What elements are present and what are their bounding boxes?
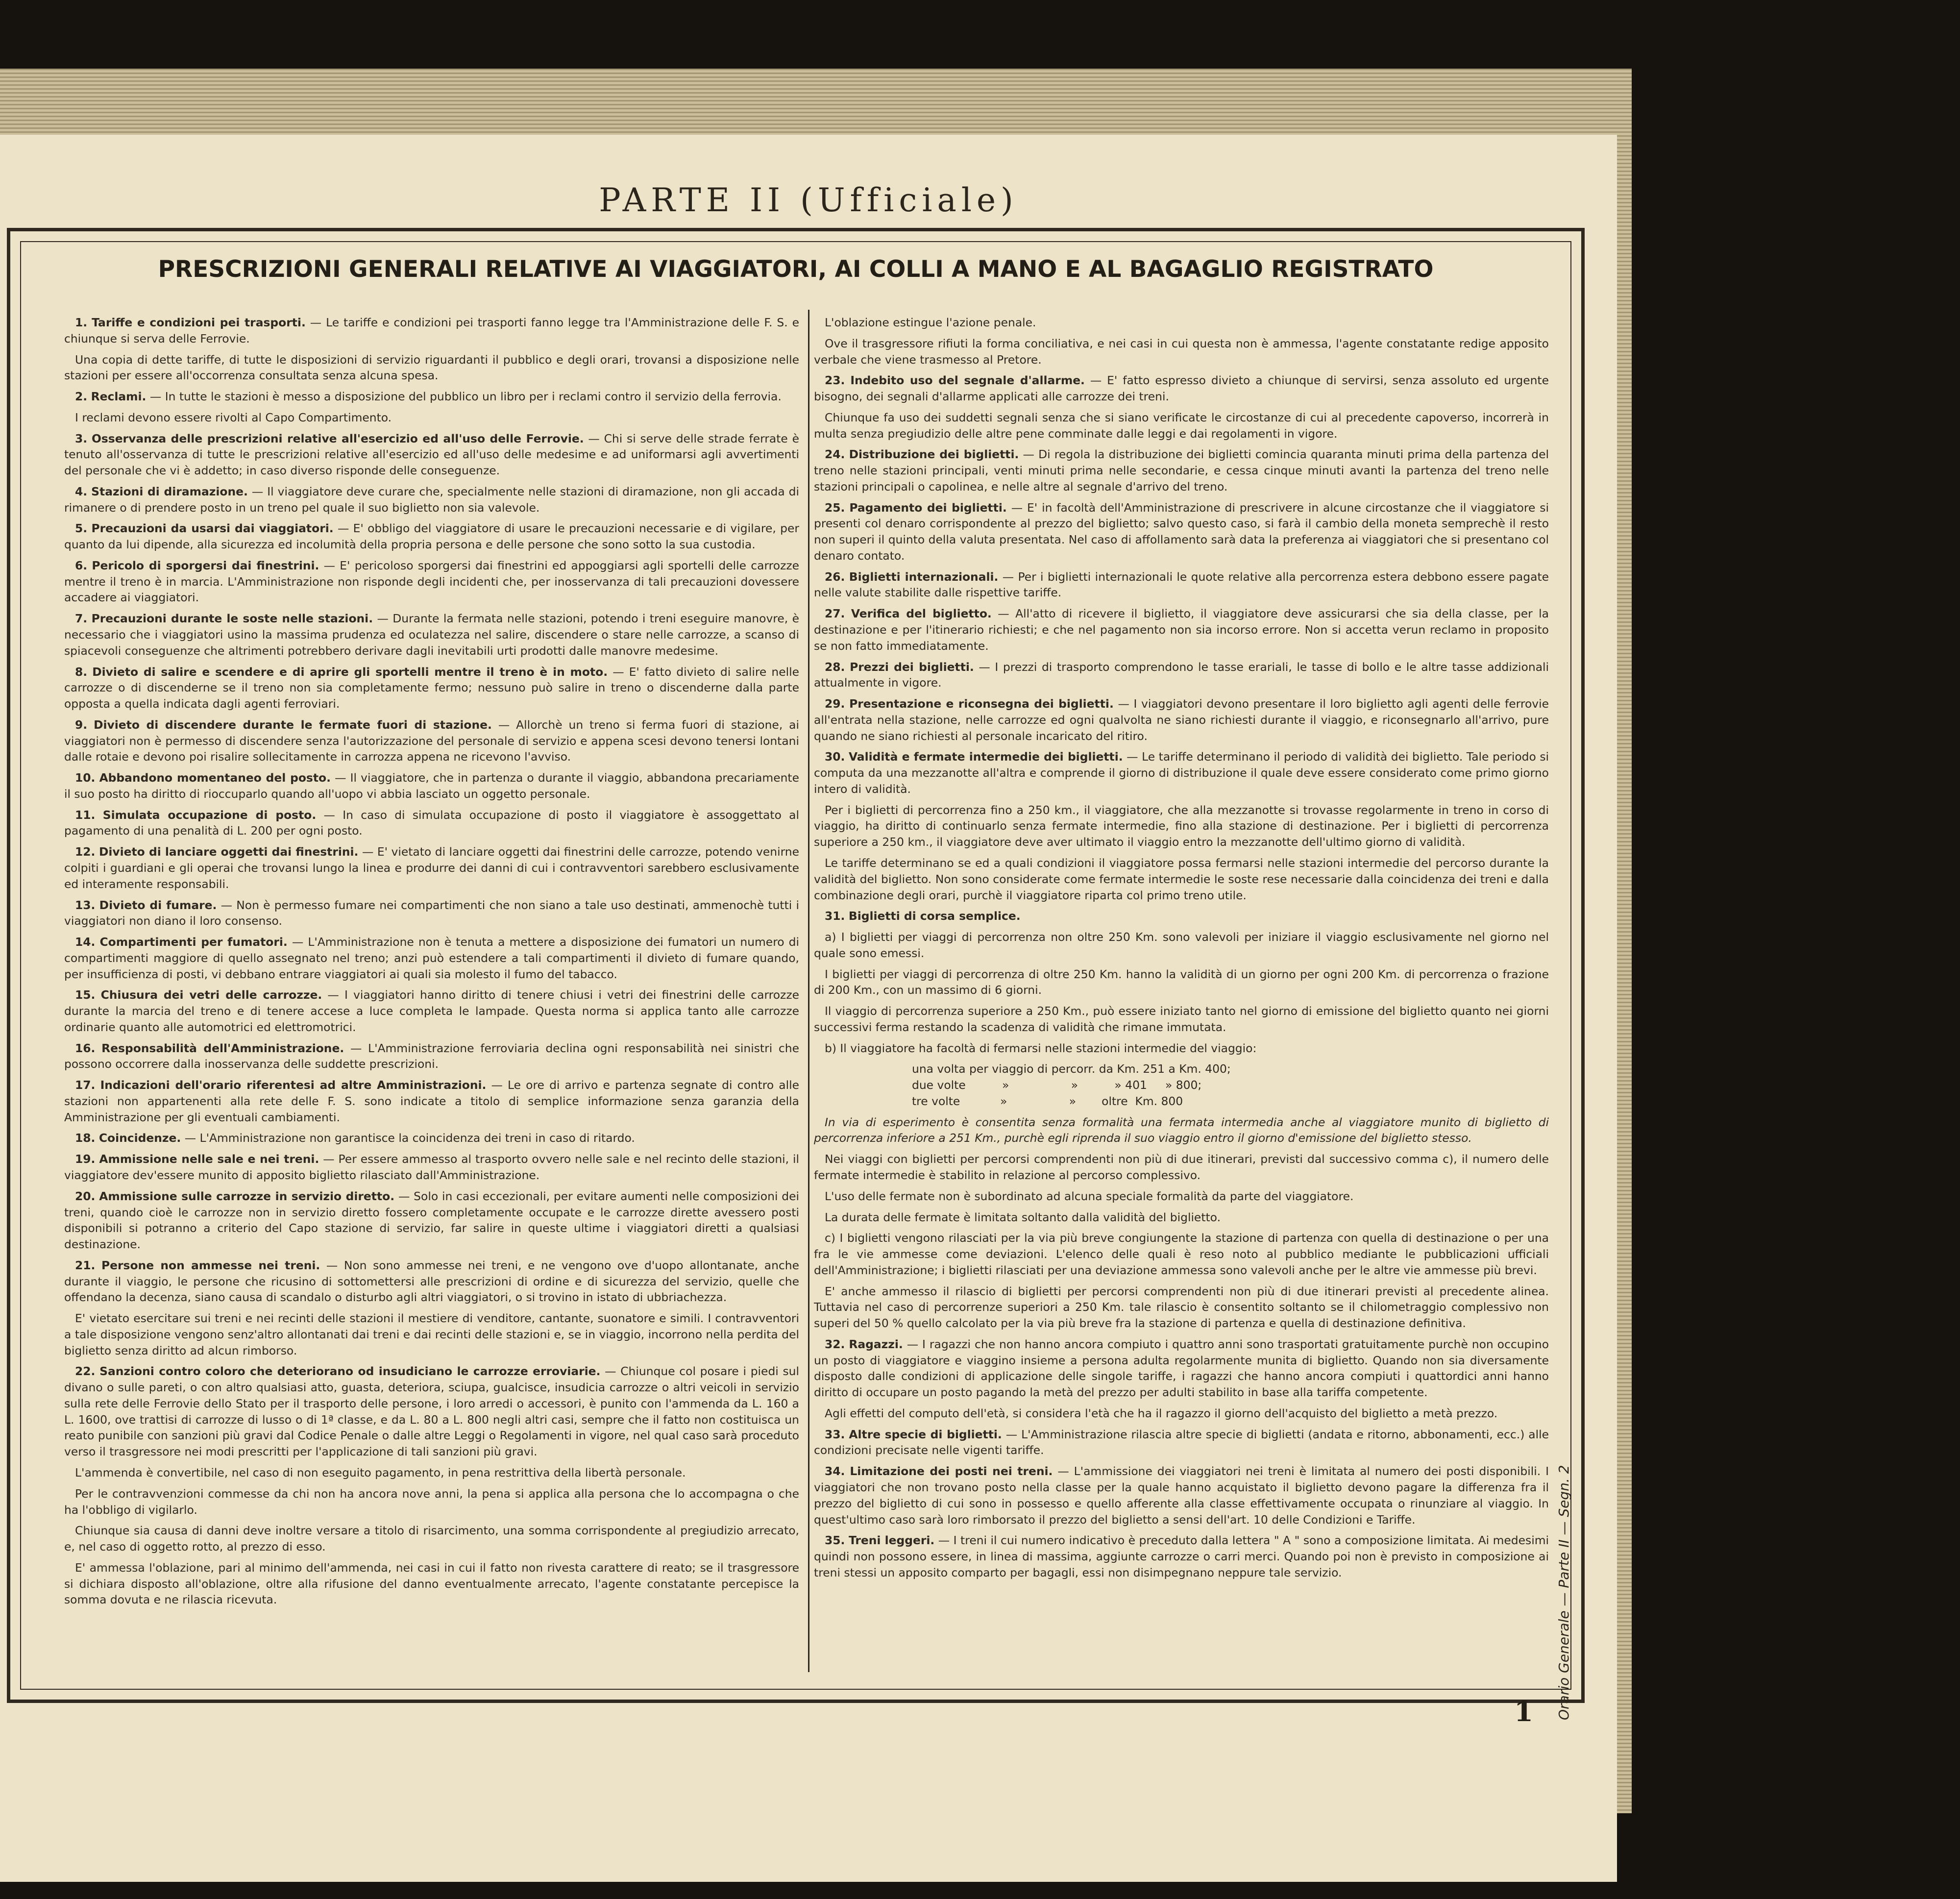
section-text: — I treni il cui numero indicativo è preceduto dalla lettera " A " sono a composizione limitata. Ai medesimi quindi non possono essere, in linea di massima, aggiunte carrozze o carri merci. Quando poi non è previsto in composizione ai treni stessi un apposito comparto per bagagli, essi non disimpegnano neppure tale servizio. xyxy=(814,1533,1549,1579)
section-text: — Il viaggiatore, che in partenza o durante il viaggio, abbandona precariamente il suo posto ha diritto di rioccuparlo quando all'uopo vi abbia lasciato un oggetto personale. xyxy=(64,771,799,801)
section-text: In via di esperimento è consentita senza formalità una fermata intermedia anche al viaggiatore munito di biglietto di percorrenza inferiore a 251 Km., purchè egli riprenda il suo viaggio entro il giorno d'emissione del biglietto stesso. xyxy=(814,1115,1549,1145)
section-text: — Per essere ammesso al trasporto ovvero nelle sale e nel recinto delle stazioni, il viaggiatore dev'essere munito di apposito biglietto rilasciato dall'Amministrazione. xyxy=(64,1152,799,1182)
paragraph xyxy=(64,431,799,479)
paragraph xyxy=(814,569,1549,601)
paragraph xyxy=(814,500,1549,564)
section-heading: Persone non ammesse nei treni. xyxy=(101,1258,320,1272)
section-heading: Ammissione sulle carrozze in servizio diretto. xyxy=(99,1189,395,1203)
paragraph xyxy=(64,1188,799,1253)
section-heading: Stazioni di diramazione. xyxy=(91,484,248,498)
paragraph xyxy=(64,987,799,1035)
paragraph xyxy=(64,558,799,606)
section-text: — L'Amministrazione ferroviaria declina ogni responsabilità nei sinistri che possono occorrere dalla inosservanza delle suddette prescrizioni. xyxy=(64,1041,800,1071)
section-number: 23. xyxy=(825,373,845,388)
section-number: 34. xyxy=(825,1464,845,1479)
section-heading: Tariffe e condizioni pei trasporti. xyxy=(92,316,306,329)
paragraph xyxy=(814,1406,1549,1422)
paragraph xyxy=(64,1077,799,1125)
section-text: — E' fatto divieto di salire nelle carrozze o di discenderne se il treno non sia completamente fermo; nessuno può salire in treno o discenderne dalla parte opposta a quella indicata dagli agenti ferroviari. xyxy=(64,665,799,711)
paragraph xyxy=(814,336,1549,368)
section-number: 31. xyxy=(825,909,845,923)
paragraph xyxy=(64,315,799,347)
section-number: 32. xyxy=(825,1337,845,1351)
paragraph xyxy=(64,1040,799,1073)
paragraph xyxy=(814,446,1549,494)
section-text: — In tutte le stazioni è messo a disposizione del pubblico un libro per i reclami contro il servizio della ferrovia. xyxy=(149,390,782,404)
content-frame xyxy=(7,228,1585,1703)
paragraph xyxy=(64,1363,799,1460)
paragraph xyxy=(64,410,799,426)
paragraph xyxy=(64,1523,799,1555)
section-heading: Indebito uso del segnale d'allarme. xyxy=(850,373,1085,388)
paragraph xyxy=(64,520,799,553)
section-number: 30. xyxy=(825,750,845,764)
section-text: — Solo in casi eccezionali, per evitare aumenti nelle composizioni dei treni, quando cioè le carrozze non in servizio diretto fossero completamente occupate e le carrozze dirette avessero posti disponibili si potranno a criterio del Capo stazione di servizio, far salire in queste ultime i viaggiatori diretti a qualsiasi destinazione. xyxy=(64,1189,800,1252)
section-heading: Precauzioni da usarsi dai viaggiatori. xyxy=(91,521,334,536)
section-number: 6. xyxy=(75,558,88,572)
section-text: — I viaggiatori hanno diritto di tenere chiusi i vetri dei finestrini delle carrozze durante la marcia del treno e di tenere accese a luce completa le lampade. Questa norma si applica tanto alle carrozze ordinarie quanto alle automotrici ed elettromotrici. xyxy=(64,988,800,1034)
section-number: 2. xyxy=(75,390,88,404)
section-heading: Treni leggeri. xyxy=(848,1533,935,1548)
section-number: 1. xyxy=(75,316,88,329)
section-text: Le tariffe determinano se ed a quali condizioni il viaggiatore possa fermarsi nelle stazioni intermedie del percorso durante la validità del biglietto. Non sono considerate come fermate intermedie le soste rese necessarie dalla coincidenza dei treni e dalla combinazione degli orari, purchè il viaggiatore riparta col primo treno utile. xyxy=(814,856,1549,902)
section-text: Ove il trasgressore rifiuti la forma conciliativa, e nei casi in cui questa non è ammessa, l'agente constatante redige apposito verbale che viene trasmesso al Pretore. xyxy=(814,336,1549,367)
page-number: 1 xyxy=(1514,1696,1533,1728)
paragraph xyxy=(64,664,799,712)
paragraph xyxy=(814,749,1549,797)
section-heading: Pagamento dei biglietti. xyxy=(849,500,1007,515)
section-text: Una copia di dette tariffe, di tutte le disposizioni di servizio riguardanti il pubblico e degli orari, trovansi a disposizione nelle stazioni per essere all'occorrenza consultata senza alcuna spesa. xyxy=(64,352,799,383)
section-text: Il viaggio di percorrenza superiore a 250 Km., può essere iniziato tanto nel giorno di emissione del biglietto quanto nei giorni successivi ferma restando la scadenza di validità che rimane immutata. xyxy=(814,1004,1549,1034)
section-text: — Per i biglietti internazionali le quote relative alla percorrenza estera debbono essere pagate nelle valute stabilite dalle rispettive tariffe. xyxy=(814,569,1549,600)
section-text: — L'Amministrazione non è tenuta a mettere a disposizione dei fumatori un numero di compartimenti maggiore di quello assegnato nel treno; anzi può estendere a tali compartimenti il divieto di fumare quando, per insufficienza di posti, vi debbano entrare viaggiatori ai quali sia molesto il fumo del tabacco. xyxy=(64,935,800,981)
paragraph xyxy=(64,484,799,516)
paragraph xyxy=(814,966,1549,999)
section-heading: Verifica del biglietto. xyxy=(851,607,992,621)
section-heading: Osservanza delle prescrizioni relative all'esercizio ed all'uso delle Ferrovie. xyxy=(91,431,584,445)
section-heading: Coincidenze. xyxy=(98,1131,181,1145)
section-number: 9. xyxy=(75,717,88,732)
section-text: Chiunque fa uso dei suddetti segnali senza che si siano verificate le circostanze di cui al precedente capoverso, incorrerà in multa senza pregiudizio delle altre pene comminate dalle leggi e dai regolamenti in vigore. xyxy=(814,410,1549,441)
section-text: — In caso di simulata occupazione di posto il viaggiatore è assoggettato al pagamento di una penalità di L. 200 per ogni posto. xyxy=(64,808,799,838)
section-text: — Le tariffe determinano il periodo di validità dei biglietto. Tale periodo si computa da una mezzanotte all'altra e comprende il giorno di distribuzione il quale deve essere considerato come primo giorno intero di validità. xyxy=(814,750,1549,796)
paragraph xyxy=(814,606,1549,654)
section-text: Per i biglietti di percorrenza fino a 250 km., il viaggiatore, che alla mezzanotte si trovasse regolarmente in treno in corso di viaggio, ha diritto di continuarlo senza fermate intermedie, fino alla stazione di destinazione. Per i biglietti di percorrenza superiore a 250 km., il viaggiatore deve aver ultimato il viaggio entro la mezzanotte dell'ultimo giorno di validità. xyxy=(814,803,1549,849)
right-column-part-1 xyxy=(814,315,1549,1056)
paragraph xyxy=(814,372,1549,405)
section-heading: Altre specie di biglietti. xyxy=(849,1427,1002,1441)
paragraph xyxy=(814,1532,1549,1580)
section-number: 33. xyxy=(825,1427,845,1441)
section-text: — I ragazzi che non hanno ancora compiuto i quattro anni sono trasportati gratuitamente purchè non occupino un posto di viaggiatore e viaggino insieme a persona adulta regolarmente munita di biglietto. Quando non sia diversamente disposto dalle condizioni di applicazione delle singole tariffe, i ragazzi che hanno ancora compiuti i quattordici anni hanno diritto di occupare un posto pagando la metà del prezzo per adulti stabilito in base alla tariffa competente. xyxy=(814,1337,1549,1400)
itinerary-row: tre volte » » oltre Km. 800 xyxy=(912,1094,1183,1108)
paragraph xyxy=(64,1486,799,1518)
section-number: 3. xyxy=(75,431,88,445)
paragraph xyxy=(814,1188,1549,1205)
paragraph xyxy=(64,807,799,839)
section-heading: Precauzioni durante le soste nelle stazioni. xyxy=(91,612,373,626)
paragraph xyxy=(814,696,1549,744)
part-title: PARTE II (Ufficiale) xyxy=(599,181,1018,219)
paragraph xyxy=(64,611,799,659)
section-number: 35. xyxy=(825,1533,845,1548)
section-text: — E' vietato di lanciare oggetti dai finestrini delle carrozze, potendo venirne colpiti i guardiani e gli operai che trovansi lungo la linea e produrre dei danni di cui i contravventori sarebbero esclusivamente ed interamente responsabili. xyxy=(64,845,799,891)
paragraph xyxy=(814,659,1549,691)
section-number: 17. xyxy=(75,1078,96,1092)
paragraph xyxy=(814,1209,1549,1226)
section-heading: Ammissione nelle sale e nei treni. xyxy=(99,1152,319,1166)
paragraph xyxy=(814,802,1549,850)
paragraph xyxy=(814,1463,1549,1528)
paragraph xyxy=(64,389,799,405)
section-text: — I prezzi di trasporto comprendono le tasse erariali, le tasse di bollo e le altre tasse addizionali attualmente in vigore. xyxy=(814,660,1549,690)
section-text: — L'ammissione dei viaggiatori nei treni è limitata al numero dei posti disponibili. I viaggiatori che non trovano posto nella classe per la quale hanno acquistato il biglietto devono pagare la differenza fra il prezzo del biglietto di cui sono in possesso e quello afferente alla classe effettivamente occupata o rinunziare al viaggio. In quest'ultimo caso sarà loro rimborsato il prezzo del biglietto a sensi dell'art. 10 delle Condizioni e Tariffe. xyxy=(814,1464,1549,1527)
section-number: 10. xyxy=(75,771,96,785)
section-text: — Le tariffe e condizioni pei trasporti fanno legge tra l'Amministrazione delle F. S. e chiunque si serva delle Ferrovie. xyxy=(64,316,800,345)
section-text: L'ammenda è convertibile, nel caso di non eseguito pagamento, in pena restrittiva della libertà personale. xyxy=(75,1466,686,1480)
paragraph xyxy=(814,1003,1549,1036)
section-text: La durata delle fermate è limitata soltanto dalla validità del biglietto. xyxy=(825,1210,1221,1224)
section-number: 15. xyxy=(75,988,96,1002)
section-number: 21. xyxy=(75,1258,96,1272)
section-text: — E' pericoloso sporgersi dai finestrini ed appoggiarsi agli sportelli delle carrozze mentre il treno è in marcia. L'Amministrazione non risponde degli incidenti che, per inosservanza di tali precauzioni dovessere accadere ai viaggiatori. xyxy=(64,558,800,605)
paragraph xyxy=(814,1151,1549,1184)
section-number: 18. xyxy=(75,1131,96,1145)
itinerary-row: una volta per viaggio di percorr. da Km. 251 a Km. 400; xyxy=(912,1062,1231,1076)
paragraph xyxy=(64,1151,799,1184)
section-heading: Prezzi dei biglietti. xyxy=(850,660,974,674)
section-heading: Abbandono momentaneo del posto. xyxy=(99,771,331,785)
section-text: — Di regola la distribuzione dei biglietti comincia quaranta minuti prima della partenza del treno nelle stazioni principali, venti minuti prima nelle secondarie, e cessa cinque minuti avanti la partenza del treno nelle stazioni principali o capolinea, e nelle altre al segnale d'arrivo del treno. xyxy=(814,447,1549,493)
section-number: 26. xyxy=(825,569,845,584)
paragraph xyxy=(814,1230,1549,1278)
section-heading: Indicazioni dell'orario riferentesi ad altre Amministrazioni. xyxy=(100,1078,487,1092)
paragraph xyxy=(814,1427,1549,1459)
document-page xyxy=(0,135,1617,1882)
section-number: 29. xyxy=(825,697,845,711)
paragraph xyxy=(814,315,1549,331)
section-heading: Reclami. xyxy=(91,390,147,404)
section-text: c) I biglietti vengono rilasciati per la via più breve congiungente la stazione di partenza con quella di destinazione o per una fra le vie ammesse come deviazioni. L'elenco delle quali è reso noto al pubblico mediante le pubblicazioni ufficiali dell'Amministrazione; i biglietti rilasciati per una deviazione ammessa sono valevoli anche per le altre vie ammesse più brevi. xyxy=(814,1231,1549,1277)
paragraph xyxy=(64,897,799,930)
right-column-part-2 xyxy=(814,1114,1549,1581)
right-column xyxy=(814,315,1549,1586)
section-text: — Durante la fermata nelle stazioni, potendo i treni eseguire manovre, è necessario che i viaggiatori usino la massima prudenza ed oculatezza nel salire, discendere o stare nelle carrozze, a scanso di spiacevoli conseguenze che altrimenti potrebbero derivare dagli inevitabili urti prodotti dalle manovre medesime. xyxy=(64,612,799,658)
paragraph xyxy=(64,1310,799,1358)
section-text: — Non sono ammesse nei treni, e ne vengono ove d'uopo allontanate, anche durante il viaggio, le persone che ricusino di sottomettersi alle prescrizioni di ordine e di sicurezza del servizio, quelle che offendano la decenza, siano causa di scandalo o disturbo agli altri viaggiatori, o si trovino in istato di ubbriachezza. xyxy=(64,1258,800,1305)
section-text: L'oblazione estingue l'azione penale. xyxy=(825,316,1036,329)
section-heading: Presentazione e riconsegna dei biglietti. xyxy=(849,697,1114,711)
section-text: I reclami devono essere rivolti al Capo Compartimento. xyxy=(75,410,392,424)
main-title: PRESCRIZIONI GENERALI RELATIVE AI VIAGGIATORI, AI COLLI A MANO E AL BAGAGLIO REGISTRATO xyxy=(158,256,1434,283)
section-text: — E' fatto espresso divieto a chiunque di servirsi, senza assoluto ed urgente bisogno, dei segnali d'allarme applicati alle carrozze dei treni. xyxy=(814,373,1549,404)
section-text: — Il viaggiatore deve curare che, specialmente nelle stazioni di diramazione, non gli accada di rimanere o di prendere posto in un treno pel quale il suo biglietto non sia valevole. xyxy=(64,484,799,515)
section-heading: Ragazzi. xyxy=(849,1337,903,1351)
section-heading: Divieto di discendere durante le fermate fuori di stazione. xyxy=(94,717,492,732)
section-number: 24. xyxy=(825,447,845,462)
section-text: — L'Amministrazione rilascia altre specie di biglietti (andata e ritorno, abbonamenti, ecc.) alle condizioni precisate nelle vigenti tariffe. xyxy=(814,1427,1549,1457)
section-text: Per le contravvenzioni commesse da chi non ha ancora nove anni, la pena si applica alla persona che lo accompagna o che ha l'obbligo di vigilarlo. xyxy=(64,1486,799,1517)
section-number: 25. xyxy=(825,500,845,515)
section-text: Agli effetti del computo dell'età, si considera l'età che ha il ragazzo il giorno dell'acquisto del biglietto a metà prezzo. xyxy=(825,1406,1498,1420)
paragraph xyxy=(64,1560,799,1608)
section-number: 13. xyxy=(75,898,96,912)
section-number: 22. xyxy=(75,1364,96,1379)
section-text: — Chi si serve delle strade ferrate è tenuto all'osservanza di tutte le prescrizioni relative all'esercizio ed all'uso delle medesime e ad uniformarsi agli avvertimenti del personale che vi è addetto; in caso diverso risponde delle conseguenze. xyxy=(64,431,799,478)
section-number: 28. xyxy=(825,660,845,674)
section-heading: Distribuzione dei biglietti. xyxy=(849,447,1019,462)
section-heading: Limitazione dei posti nei treni. xyxy=(850,1464,1053,1479)
section-number: 14. xyxy=(75,935,96,949)
section-heading: Biglietti di corsa semplice. xyxy=(848,909,1021,923)
section-heading: Pericolo di sporgersi dai finestrini. xyxy=(92,558,319,572)
section-text: L'uso delle fermate non è subordinato ad alcuna speciale formalità da parte del viaggiatore. xyxy=(825,1189,1354,1203)
paragraph xyxy=(814,1040,1549,1057)
section-text: a) I biglietti per viaggi di percorrenza non oltre 250 Km. sono valevoli per iniziare il viaggio esclusivamente nel giorno nel quale sono emessi. xyxy=(814,930,1549,960)
section-text: — L'Amministrazione non garantisce la coincidenza dei treni in caso di ritardo. xyxy=(184,1131,635,1145)
paragraph xyxy=(64,770,799,802)
section-number: 5. xyxy=(75,521,88,536)
section-number: 12. xyxy=(75,845,96,859)
section-text: — E' in facoltà dell'Amministrazione di prescrivere in alcune circostanze che il viaggiatore si presenti col denaro corrispondente al prezzo del biglietto; salvo questo caso, si farà il cambio della moneta semprechè il resto non superi il quinto della valuta presentata. Nel caso di affollamento sarà data la preferenza ai viaggiatori che si presentano col denaro contato. xyxy=(814,500,1549,563)
section-heading: Responsabilità dell'Amministrazione. xyxy=(101,1041,344,1055)
section-heading: Compartimenti per fumatori. xyxy=(99,935,288,949)
side-label: Orario Generale — Parte II — Segn. 2 xyxy=(1556,1465,1572,1720)
paragraph xyxy=(814,908,1549,924)
section-text: — Non è permesso fumare nei compartimenti che non siano a tale uso destinati, ammenochè tutti i viaggiatori non diano il loro consenso. xyxy=(64,898,799,928)
section-text: Chiunque sia causa di danni deve inoltre versare a titolo di risarcimento, una somma corrispondente al pregiudizio arrecato, e, nel caso di oggetto rotto, al prezzo di esso. xyxy=(64,1524,799,1554)
section-text: E' anche ammesso il rilascio di biglietti per percorsi comprendenti non più di due itinerari previsti al precedente alinea. Tuttavia nel caso di percorrenze superiori a 250 Km. tale rilascio è consentito soltanto se il chilometraggio complessivo non superi del 50 % quello calcolato per la via più breve fra la stazione di partenza e quella di destinazione definitiva. xyxy=(814,1284,1549,1331)
section-text: E' ammessa l'oblazione, pari al minimo dell'ammenda, nei casi in cui il fatto non rivesta carattere di reato; se il trasgressore si dichiara disposto all'oblazione, oltre alla rifusione del danno eventualmente arrecato, l'agente constatante percepisce la somma dovuta e ne rilascia ricevuta. xyxy=(64,1560,799,1607)
section-text: — E' obbligo del viaggiatore di usare le precauzioni necessarie e di vigilare, per quanto da lui dipende, alla sicurezza ed incolumità della propria persona e delle persone che sono sotto la sua custodia. xyxy=(64,521,799,552)
section-number: 4. xyxy=(75,484,88,498)
section-text: — Chiunque col posare i piedi sul divano o sulle pareti, o con altro qualsiasi atto, guasta, deteriora, sciupa, gualcisce, insudicia carrozze o altri veicoli in servizio sulla rete delle Ferrovie dello Stato per il trasporto delle persone, i loro arredi o accessori, è punito con l'ammenda da L. 160 a L. 1600, ove trattisi di carrozze di lusso o di 1ª classe, e da L. 80 a L. 800 negli altri casi, sempre che il fatto non costituisca un reato punibile con sanzioni più gravi dal Codice Penale o dalle altre Leggi o Regolamenti in vigore, nel qual caso sarà proceduto verso il trasgressore nei modi prescritti per l'applicazione di tali sanzioni più gravi. xyxy=(64,1364,799,1459)
paragraph xyxy=(814,410,1549,442)
section-text: — I viaggiatori devono presentare il loro biglietto agli agenti delle ferrovie all'entrata nella stazione, nelle carrozze ed ogni qualvolta ne siano richiesti durante il viaggio, e riconsegnarlo all'arrivo, pure quando ne siano richiesti al personale incaricato del ritiro. xyxy=(814,697,1549,743)
paragraph xyxy=(814,1283,1549,1332)
paragraph xyxy=(64,934,799,982)
section-text: — Allorchè un treno si ferma fuori di stazione, ai viaggiatori non è permesso di discendere senza l'autorizzazione del personale di servizio e appena scesi devono tenersi lontani dalle rotaie e devono poi risalire sollecitamente in carrozza appena ne ricevono l'avviso. xyxy=(64,717,799,764)
section-heading: Validità e fermate intermedie dei biglietti. xyxy=(848,750,1123,764)
itinerary-row: due volte » » » 401 » 800; xyxy=(912,1078,1202,1092)
left-column xyxy=(64,315,799,1613)
paragraph xyxy=(64,1130,799,1146)
section-text: b) Il viaggiatore ha facoltà di fermarsi nelle stazioni intermedie del viaggio: xyxy=(825,1041,1257,1055)
section-text: E' vietato esercitare sui treni e nei recinti delle stazioni il mestiere di venditore, cantante, suonatore e simili. I contravventori a tale disposizione vengono senz'altro allontanati dai treni e dai recinti delle stazioni e, se in viaggio, incorrono nella perdita del biglietto senza diritto ad alcun rimborso. xyxy=(64,1311,799,1357)
section-text: — All'atto di ricevere il biglietto, il viaggiatore deve assicurarsi che sia della classe, per la destinazione e per l'itinerario richiesti; e che nel pagamento non sia incorso errore. Non si accetta verun reclamo in proposito se non fatto immediatamente. xyxy=(814,607,1549,653)
section-number: 7. xyxy=(75,612,88,626)
section-number: 16. xyxy=(75,1041,96,1055)
section-text: I biglietti per viaggi di percorrenza di oltre 250 Km. hanno la validità di un giorno per ogni 200 Km. di percorrenza o frazione di 200 Km., con un massimo di 6 giorni. xyxy=(814,967,1549,997)
section-text: Nei viaggi con biglietti per percorsi comprendenti non più di due itinerari, previsti dal successivo comma c), il numero delle fermate intermedie è stabilito in relazione al percorso complessivo. xyxy=(814,1152,1549,1182)
paragraph xyxy=(64,1465,799,1481)
paragraph xyxy=(64,1258,799,1306)
section-text: — Le ore di arrivo e partenza segnate di contro alle stazioni non appartenenti alla rete delle F. S. sono indicate a titolo di semplice informazione senza garanzia della Amministrazione per gli eventuali cambiamenti. xyxy=(64,1078,799,1124)
section-number: 19. xyxy=(75,1152,96,1166)
paragraph xyxy=(814,929,1549,962)
section-heading: Divieto di fumare. xyxy=(99,898,217,912)
paragraph xyxy=(814,1114,1549,1147)
paragraph xyxy=(64,352,799,384)
itinerary-table xyxy=(912,1061,1549,1109)
section-heading: Divieto di lanciare oggetti dai finestrini. xyxy=(98,845,359,859)
section-number: 20. xyxy=(75,1189,96,1203)
section-number: 11. xyxy=(75,808,96,822)
paragraph xyxy=(814,1336,1549,1401)
section-heading: Sanzioni contro coloro che deteriorano od insudiciano le carrozze erroviarie. xyxy=(99,1364,601,1379)
section-heading: Divieto di salire e scendere e di aprire gli sportelli mentre il treno è in moto. xyxy=(92,665,608,679)
section-heading: Simulata occupazione di posto. xyxy=(102,808,317,822)
column-divider xyxy=(808,310,809,1672)
paragraph xyxy=(814,855,1549,903)
section-number: 8. xyxy=(75,665,88,679)
paragraph xyxy=(64,717,799,765)
section-heading: Biglietti internazionali. xyxy=(849,569,999,584)
section-heading: Chiusura dei vetri delle carrozze. xyxy=(100,988,322,1002)
paragraph xyxy=(64,844,799,892)
section-number: 27. xyxy=(825,607,845,621)
